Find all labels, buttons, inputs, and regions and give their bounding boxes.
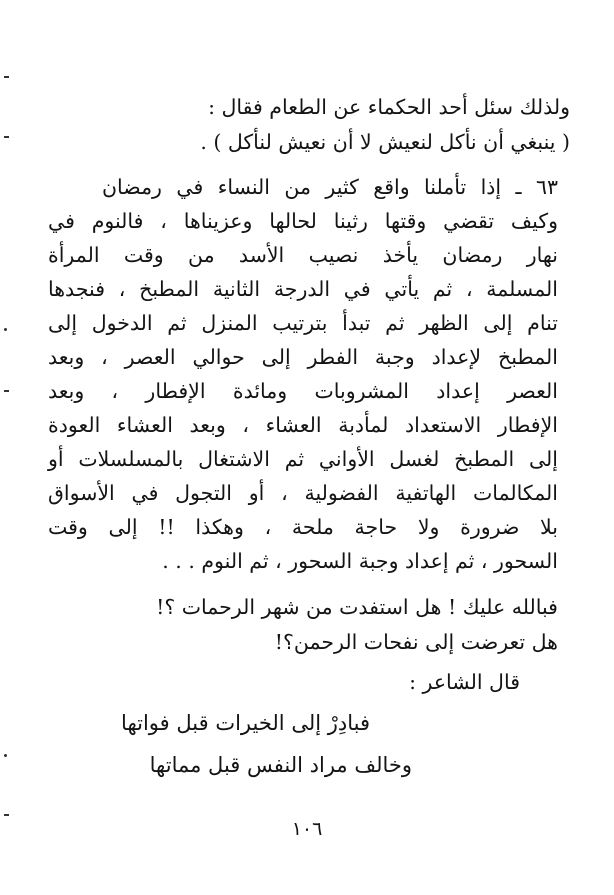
paragraph-63-line: تنام إلى الظهر ثم تبدأ بترتيب المنزل ثم الدخول إلى — [48, 311, 558, 335]
paragraph-63-line: المكالمات الهاتفية الفضولية ، أو التجول في الأسواق — [48, 481, 558, 505]
margin-mark — [4, 136, 9, 138]
paragraph-63-line: المطبخ لإعداد وجبة الفطر إلى حوالي العصر ، وبعد — [48, 345, 558, 369]
margin-mark — [4, 76, 9, 78]
margin-mark — [4, 328, 7, 331]
margin-mark — [4, 814, 9, 816]
paragraph-63-line: السحور ، ثم إعداد وجبة السحور ، ثم النوم . . . — [162, 549, 558, 573]
quote-line-1: ولذلك سئل أحد الحكماء عن الطعام فقال : — [208, 95, 570, 119]
margin-mark — [4, 754, 7, 757]
margin-mark — [4, 390, 9, 392]
paragraph-63-line: ٦٣ ـ إذا تأملنا واقع كثير من النساء في رمضان — [102, 175, 558, 199]
paragraph-63-line: العصر إعداد المشروبات ومائدة الإفطار ، وبعد — [48, 379, 558, 403]
verse-line-1: فبادِرْ إلى الخيرات قبل فواتها — [121, 711, 370, 735]
verse-line-2: وخالف مراد النفس قبل مماتها — [149, 753, 412, 777]
quote-line-2: ( ينبغي أن نأكل لنعيش لا أن نعيش لنأكل ) . — [200, 130, 570, 154]
question-line-1: فبالله عليك ! هل استفدت من شهر الرحمات ؟! — [156, 595, 558, 619]
poet-intro: قال الشاعر : — [409, 670, 520, 694]
paragraph-63-line: وكيف تقضي وقتها رثينا لحالها وعزيناها ، فالنوم في — [48, 209, 558, 233]
question-line-2: هل تعرضت إلى نفحات الرحمن؟! — [274, 630, 558, 654]
paragraph-63-line: المسلمة ، ثم يأتي في الدرجة الثانية المطبخ ، فنجدها — [48, 277, 558, 301]
page-number: ١٠٦ — [291, 818, 323, 840]
paragraph-63-line: نهار رمضان يأخذ نصيب الأسد من وقت المرأة — [48, 243, 558, 267]
paragraph-63-line: الإفطار الاستعداد لمأدبة العشاء ، وبعد العشاء العودة — [48, 413, 558, 437]
paragraph-63-line: إلى المطبخ لغسل الأواني ثم الاشتغال بالمسلسلات أو — [48, 447, 558, 471]
paragraph-63-line: بلا ضرورة ولا حاجة ملحة ، وهكذا !! إلى وقت — [48, 515, 558, 539]
